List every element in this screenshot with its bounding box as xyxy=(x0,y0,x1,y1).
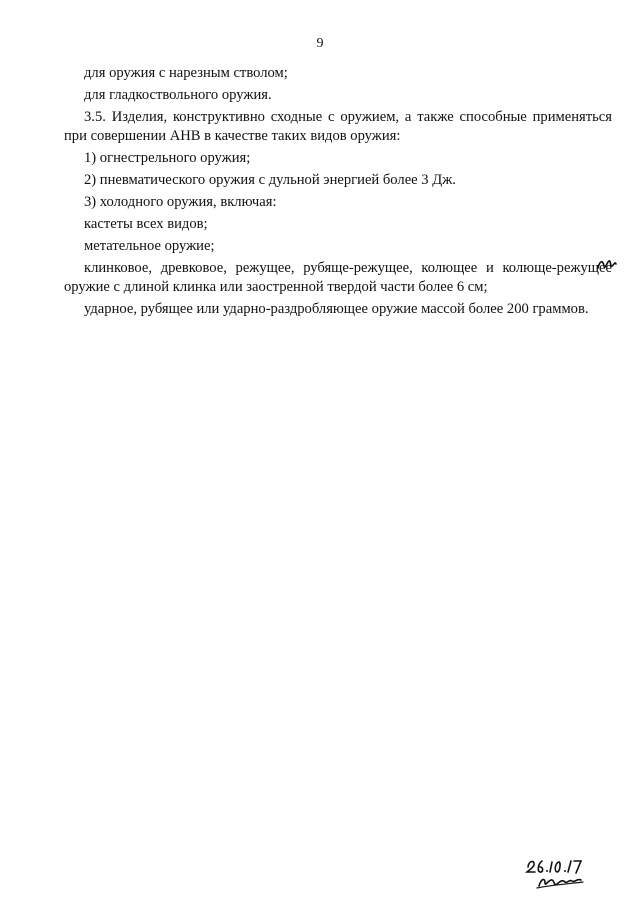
page-number: 9 xyxy=(316,36,324,51)
list-item-cold-weapons: 3) холодного оружия, включая: xyxy=(84,194,277,210)
document-body xyxy=(64,64,612,322)
list-item-firearms: 1) огнестрельного оружия; xyxy=(84,150,251,166)
list-item-pneumatic: 2) пневматического оружия с дульной энергией более 3 Дж. xyxy=(84,172,456,188)
list-item-knuckles: кастеты всех видов; xyxy=(84,216,208,232)
paragraph-rifled: для оружия с нарезным стволом; xyxy=(84,65,288,81)
list-item-bladed: клинковое, древковое, режущее, рубяще-режущее, колющее и колюще-режущее оружие с длиной клинка или заостренной твердой части более 6 см; xyxy=(64,260,612,295)
handwritten-date-signature xyxy=(525,855,595,891)
list-item-throwing: метательное оружие; xyxy=(84,238,215,254)
paragraph-section-3-5: 3.5. Изделия, конструктивно сходные с оружием, а также способные применяться при совершении АНВ в качестве таких видов оружия: xyxy=(64,109,612,144)
list-item-impact: ударное, рубящее или ударно-раздробляющее оружие массой более 200 граммов. xyxy=(84,301,589,317)
paragraph-smoothbore: для гладкоствольного оружия. xyxy=(84,87,272,103)
handwritten-initials-mark xyxy=(596,256,618,272)
